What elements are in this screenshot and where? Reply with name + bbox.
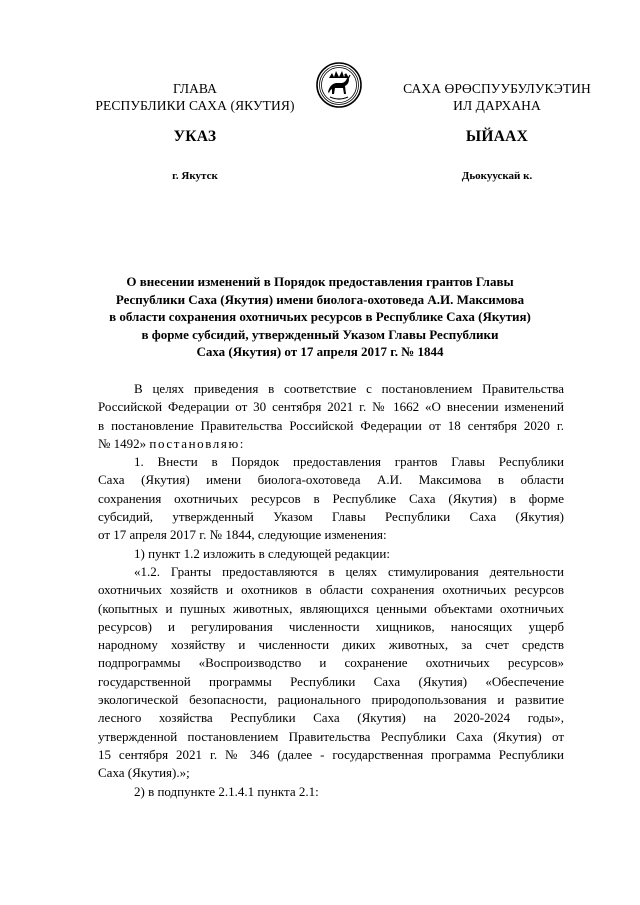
body-line: Саха (Якутия).»; <box>98 765 190 781</box>
header-right-line-1: САХА ӨРӨСПУУБУЛУКЭТИН <box>403 81 591 96</box>
body-line: сохранения охотничьих ресурсов в Республике Саха (Якутия) в форме <box>98 490 564 506</box>
header-left-line-2: РЕСПУБЛИКИ САХА (ЯКУТИЯ) <box>95 98 295 113</box>
body-line: 1. Внести в Порядок предоставления грантов Главы Республики <box>134 454 564 470</box>
heading-line: в области сохранения охотничьих ресурсов в Республике Саха (Якутия) <box>109 309 531 325</box>
body-line: В целях приведения в соответствие с постановлением Правительства <box>134 381 564 396</box>
decree-body <box>98 380 564 801</box>
body-line: 2) в подпункте 2.1.4.1 пункта 2.1: <box>134 783 319 799</box>
resolve-word: постановляю: <box>149 435 245 451</box>
header-left-line-1: ГЛАВА <box>172 81 218 96</box>
city-sah: Дьокуускай к. <box>461 170 533 182</box>
body-line: Саха (Якутия) имени биолога-охотоведа А.И. Максимова в области <box>98 472 564 488</box>
body-line-resolve <box>98 435 564 453</box>
body-line: лесного хозяйства Республики Саха (Якутия) на 2020-2024 годы», <box>98 710 564 726</box>
body-line: «1.2. Гранты предоставляются в целях стимулирования деятельности <box>134 563 564 579</box>
decree-number-ref: № 1492» <box>98 435 147 451</box>
decree-heading <box>80 273 560 361</box>
body-line: в постановление Правительства Российской Федерации от 18 сентября 2020 г. <box>98 417 564 433</box>
body-line: государственной программы Республики Саха (Якутия) «Обеспечение <box>98 673 564 689</box>
body-line: экологической безопасности, рационального природопользования и развитие <box>98 692 564 708</box>
heading-line: в форме субсидий, утвержденный Указом Главы Республики <box>141 326 499 342</box>
header-right-authority <box>387 80 607 114</box>
doc-type-sah: ЫЙААХ <box>465 128 529 145</box>
body-line: утвержденной постановлением Правительства Республики Саха (Якутия) от <box>98 728 564 744</box>
heading-line: О внесении изменений в Порядок предоставления грантов Главы <box>126 274 514 289</box>
body-line: ресурсов) и регулирования численности хищников, наносящих ущерб <box>98 618 564 634</box>
header-right-line-2: ИЛ ДАРХАНА <box>453 98 541 113</box>
body-line: субсидий, утвержденный Указом Главы Республики Саха (Якутия) <box>98 509 564 525</box>
city-ru: г. Якутск <box>172 170 218 182</box>
body-line: подпрограммы «Воспроизводство и сохранение охотничьих ресурсов» <box>98 655 564 671</box>
heading-line: Республики Саха (Якутия) имени биолога-охотоведа А.И. Максимова <box>115 291 525 307</box>
header-left-authority <box>85 80 305 114</box>
body-line: Российской Федерации от 30 сентября 2021 г. № 1662 «О внесении изменений <box>98 399 564 415</box>
body-line: 1) пункт 1.2 изложить в следующей редакции: <box>134 545 390 561</box>
body-line: (копытных и пушных животных, являющихся ценными объектами охотничьих <box>98 600 564 616</box>
doc-type-ru: УКАЗ <box>173 128 217 145</box>
heading-line: Саха (Якутия) от 17 апреля 2017 г. № 1844 <box>196 344 444 360</box>
body-line: 15 сентября 2021 г. № 346 (далее - государственная программа Республики <box>98 746 564 762</box>
body-line: от 17 апреля 2017 г. № 1844, следующие изменения: <box>98 527 387 543</box>
body-line: охотничьих хозяйств и охотников в области сохранения охотничьих ресурсов <box>98 582 564 598</box>
republic-sakha-emblem-icon <box>316 62 362 108</box>
body-line: народному хозяйству и численности диких животных, за счет средств <box>98 637 564 653</box>
